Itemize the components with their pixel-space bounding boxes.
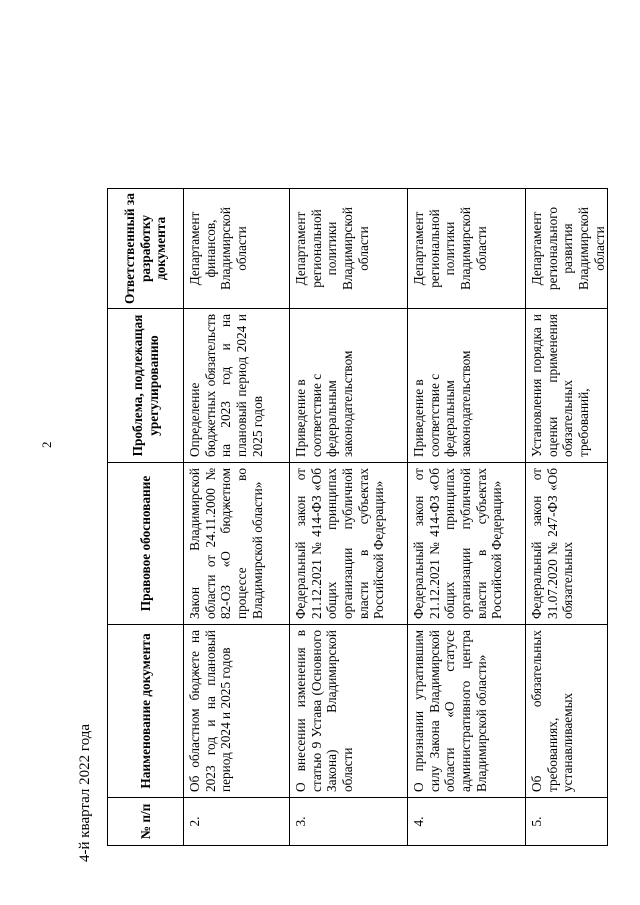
header-number: № п/п [108, 798, 184, 846]
header-problem: Проблема, подлежащая урегулированию [108, 309, 184, 463]
document-name-cell: О внесении изменения в статью 9 Устава (Основного Закона) Владимирской области [290, 625, 408, 798]
legal-basis-cell: Федеральный закон от 21.12.2021 № 414-ФЗ «Об общих принципах организации публичной власти в субъектах Российской Федерации» [290, 463, 408, 625]
table-row [290, 189, 408, 846]
header-document-name: Наименование документа [108, 625, 184, 798]
legislative-plan-table [107, 188, 608, 846]
problem-cell: Установления порядка и оценки применения обязательных требований, [526, 309, 608, 463]
responsible-cell: Департамент регионального развития Владимирской области [526, 189, 608, 309]
responsible-cell: Департамент финансов, Владимирской области [184, 189, 290, 309]
table-row [408, 189, 526, 846]
table-header-row [108, 189, 184, 846]
row-number: 5. [526, 798, 608, 846]
row-number: 3. [290, 798, 408, 846]
rotated-page-content [75, 42, 607, 862]
problem-cell: Определение бюджетных обязательств на 2023 год и на плановый период 2024 и 2025 годов [184, 309, 290, 463]
row-number: 4. [408, 798, 526, 846]
legal-basis-cell: Федеральный закон от 31.07.2020 № 247-ФЗ «Об обязательных [526, 463, 608, 625]
document-name-cell: Об областном бюджете на 2023 год и на плановый период 2024 и 2025 годов [184, 625, 290, 798]
legal-basis-cell: Закон Владимирской области от 24.11.2000 № 82-ОЗ «О бюджетном процессе во Владимирской области» [184, 463, 290, 625]
legal-basis-cell: Федеральный закон от 21.12.2021 № 414-ФЗ «Об общих принципах организации публичной власти в субъектах Российской Федерации» [408, 463, 526, 625]
responsible-cell: Департамент региональной политики Владимирской области [290, 189, 408, 309]
row-number: 2. [184, 798, 290, 846]
quarter-heading: 4-й квартал 2022 года [77, 723, 93, 862]
header-legal-basis: Правовое обоснование [108, 463, 184, 625]
header-responsible: Ответственный за разработку документа [108, 189, 184, 309]
table-row [184, 189, 290, 846]
problem-cell: Приведение в соответствие с федеральным законодательством [408, 309, 526, 463]
problem-cell: Приведение в соответствие с федеральным законодательством [290, 309, 408, 463]
responsible-cell: Департамент региональной политики Владимирской области [408, 189, 526, 309]
page-number: 2 [39, 441, 54, 448]
table-row [526, 189, 608, 846]
document-name-cell: О признании утратившим силу Закона Владимирской области «О статусе административного центра Владимирской области» [408, 625, 526, 798]
document-name-cell: Об обязательных требованиях, устанавливаемых [526, 625, 608, 798]
